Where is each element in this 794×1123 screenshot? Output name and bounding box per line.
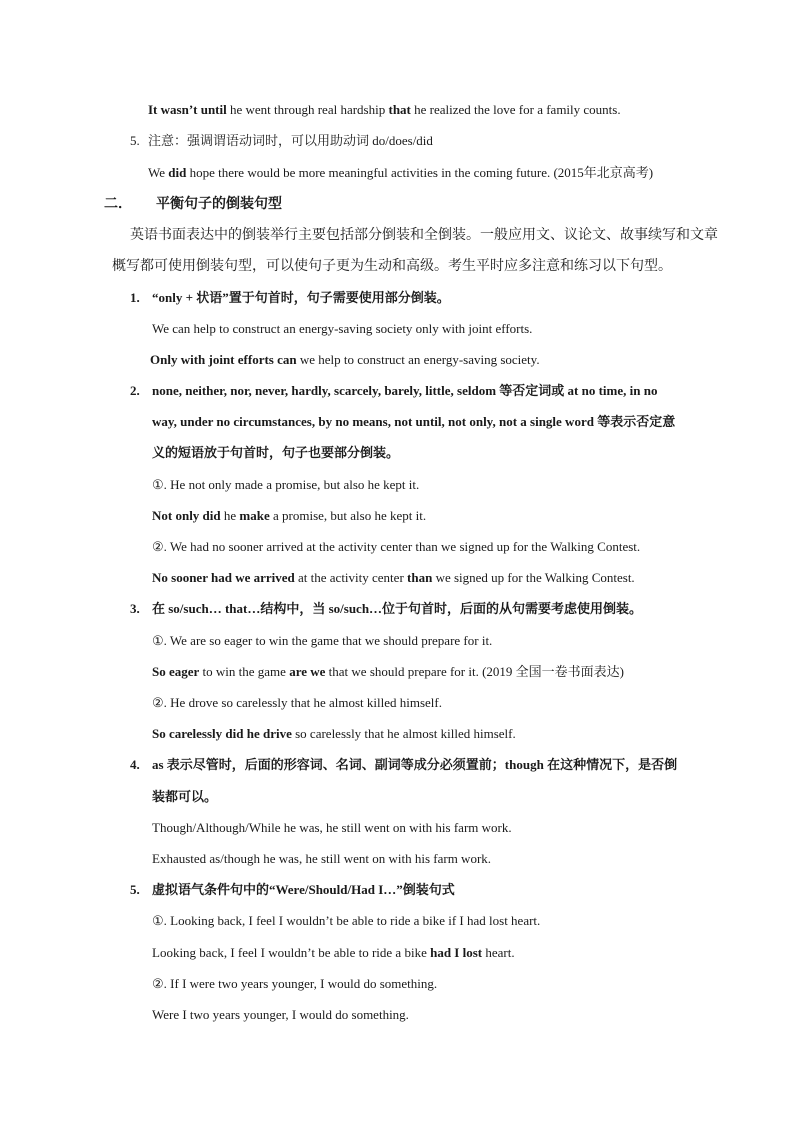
rule-text: 在 so/such… that…结构中，当 so/such…位于句首时，后面的从句需要考虑使用倒装。 bbox=[152, 601, 643, 616]
text: he bbox=[220, 508, 240, 523]
text: we signed up for the Walking Contest. bbox=[432, 570, 635, 585]
section-heading-2 bbox=[104, 196, 282, 214]
rule-number: 2. bbox=[130, 383, 140, 398]
emphasis: make bbox=[239, 508, 270, 523]
rule-text: 虚拟语气条件句中的“Were/Should/Had I…”倒装句式 bbox=[152, 882, 455, 897]
emphasis: No sooner had we arrived bbox=[152, 570, 295, 585]
paragraph-line-2: 概写都可使用倒装句型，可以使句子更为生动和高级。考生平时应多注意和练习以下句型。 bbox=[112, 259, 672, 274]
rule-number: 5. bbox=[130, 882, 140, 897]
emphasis: had I lost bbox=[430, 945, 483, 960]
example-inverted bbox=[150, 351, 540, 369]
rule-4 bbox=[130, 756, 677, 774]
example-sentence: ②. If I were two years younger, I would do something. bbox=[152, 976, 438, 991]
text: a promise, but also he kept it. bbox=[269, 508, 427, 523]
example-sentence: ①. Looking back, I feel I wouldn’t be able to ride a bike if I had lost heart. bbox=[152, 913, 541, 928]
example-inverted: Were I two years younger, I would do something. bbox=[152, 1007, 409, 1022]
paragraph-line-1: 英语书面表达中的倒装举行主要包括部分倒装和全倒装。一般应用文、议论文、故事续写和文章 bbox=[130, 228, 718, 243]
rule-2-line-2: way, under no circumstances, by no means, not until, not only, not a single word 等表示否定意 bbox=[152, 414, 676, 429]
section-title: 平衡句子的倒装句型 bbox=[156, 197, 282, 212]
example-sentence: ②. We had no sooner arrived at the activity center than we signed up for the Walking Contest. bbox=[152, 539, 641, 554]
example-inverted bbox=[152, 663, 624, 681]
emphasis: It wasn’t until bbox=[148, 102, 227, 117]
text: he went through real hardship bbox=[226, 102, 389, 117]
emphasis: did bbox=[168, 165, 187, 180]
example-inverted bbox=[152, 569, 635, 587]
text: hope there would be more meaningful activities in the coming future. (2015年北京高考) bbox=[186, 165, 654, 180]
emphasis: than bbox=[407, 570, 433, 585]
section-number: 二． bbox=[104, 197, 132, 212]
text: heart. bbox=[482, 945, 515, 960]
example-did-hope bbox=[148, 164, 653, 182]
example-sentence: We can help to construct an energy-saving society only with joint efforts. bbox=[152, 321, 533, 336]
rule-2-line-3: 义的短语放于句首时，句子也要部分倒装。 bbox=[152, 445, 400, 460]
sentence-it-wasnt-until bbox=[148, 101, 621, 119]
rule-5 bbox=[130, 881, 455, 899]
rule-3 bbox=[130, 600, 642, 618]
rule-text: as 表示尽管时，后面的形容词、名词、副词等成分必须置前；though 在这种情况下，是否倒 bbox=[152, 757, 678, 772]
example-sentence: ①. We are so eager to win the game that we should prepare for it. bbox=[152, 633, 493, 648]
text: he realized the love for a family counts. bbox=[410, 102, 621, 117]
emphasis: are we bbox=[289, 664, 326, 679]
note-item-5 bbox=[130, 132, 433, 150]
text: We bbox=[148, 165, 169, 180]
emphasis: So eager bbox=[152, 664, 200, 679]
item-number: 5. bbox=[130, 133, 140, 148]
text: to win the game bbox=[199, 664, 290, 679]
rule-text: “only + 状语”置于句首时，句子需要使用部分倒装。 bbox=[152, 290, 450, 305]
rule-text: none, neither, nor, never, hardly, scarcely, barely, little, seldom 等否定词或 at no time, in no bbox=[152, 383, 658, 398]
text: at the activity center bbox=[294, 570, 408, 585]
text: so carelessly that he almost killed himself. bbox=[291, 726, 516, 741]
rule-number: 3. bbox=[130, 601, 140, 616]
example-inverted bbox=[152, 725, 516, 743]
rule-1 bbox=[130, 289, 450, 307]
emphasis: Only with joint efforts can bbox=[150, 352, 297, 367]
rule-number: 4. bbox=[130, 757, 140, 772]
text: Looking back, I feel I wouldn’t be able to ride a bike bbox=[152, 945, 431, 960]
example-inverted bbox=[152, 507, 426, 525]
example-sentence: ②. He drove so carelessly that he almost killed himself. bbox=[152, 695, 442, 710]
emphasis: that bbox=[388, 102, 411, 117]
note-text: 注意：强调谓语动词时，可以用助动词 do/does/did bbox=[148, 133, 433, 148]
example-inverted bbox=[152, 944, 515, 962]
example-sentence: Though/Although/While he was, he still went on with his farm work. bbox=[152, 820, 512, 835]
example-sentence: ①. He not only made a promise, but also he kept it. bbox=[152, 477, 420, 492]
rule-2 bbox=[130, 382, 657, 400]
example-inverted: Exhausted as/though he was, he still went on with his farm work. bbox=[152, 851, 492, 866]
text: that we should prepare for it. (2019 全国一卷书面表达) bbox=[325, 664, 625, 679]
emphasis: Not only did bbox=[152, 508, 221, 523]
rule-4-line-2: 装都可以。 bbox=[152, 789, 218, 804]
emphasis: So carelessly did he drive bbox=[152, 726, 292, 741]
text: we help to construct an energy-saving society. bbox=[296, 352, 540, 367]
rule-number: 1. bbox=[130, 290, 140, 305]
